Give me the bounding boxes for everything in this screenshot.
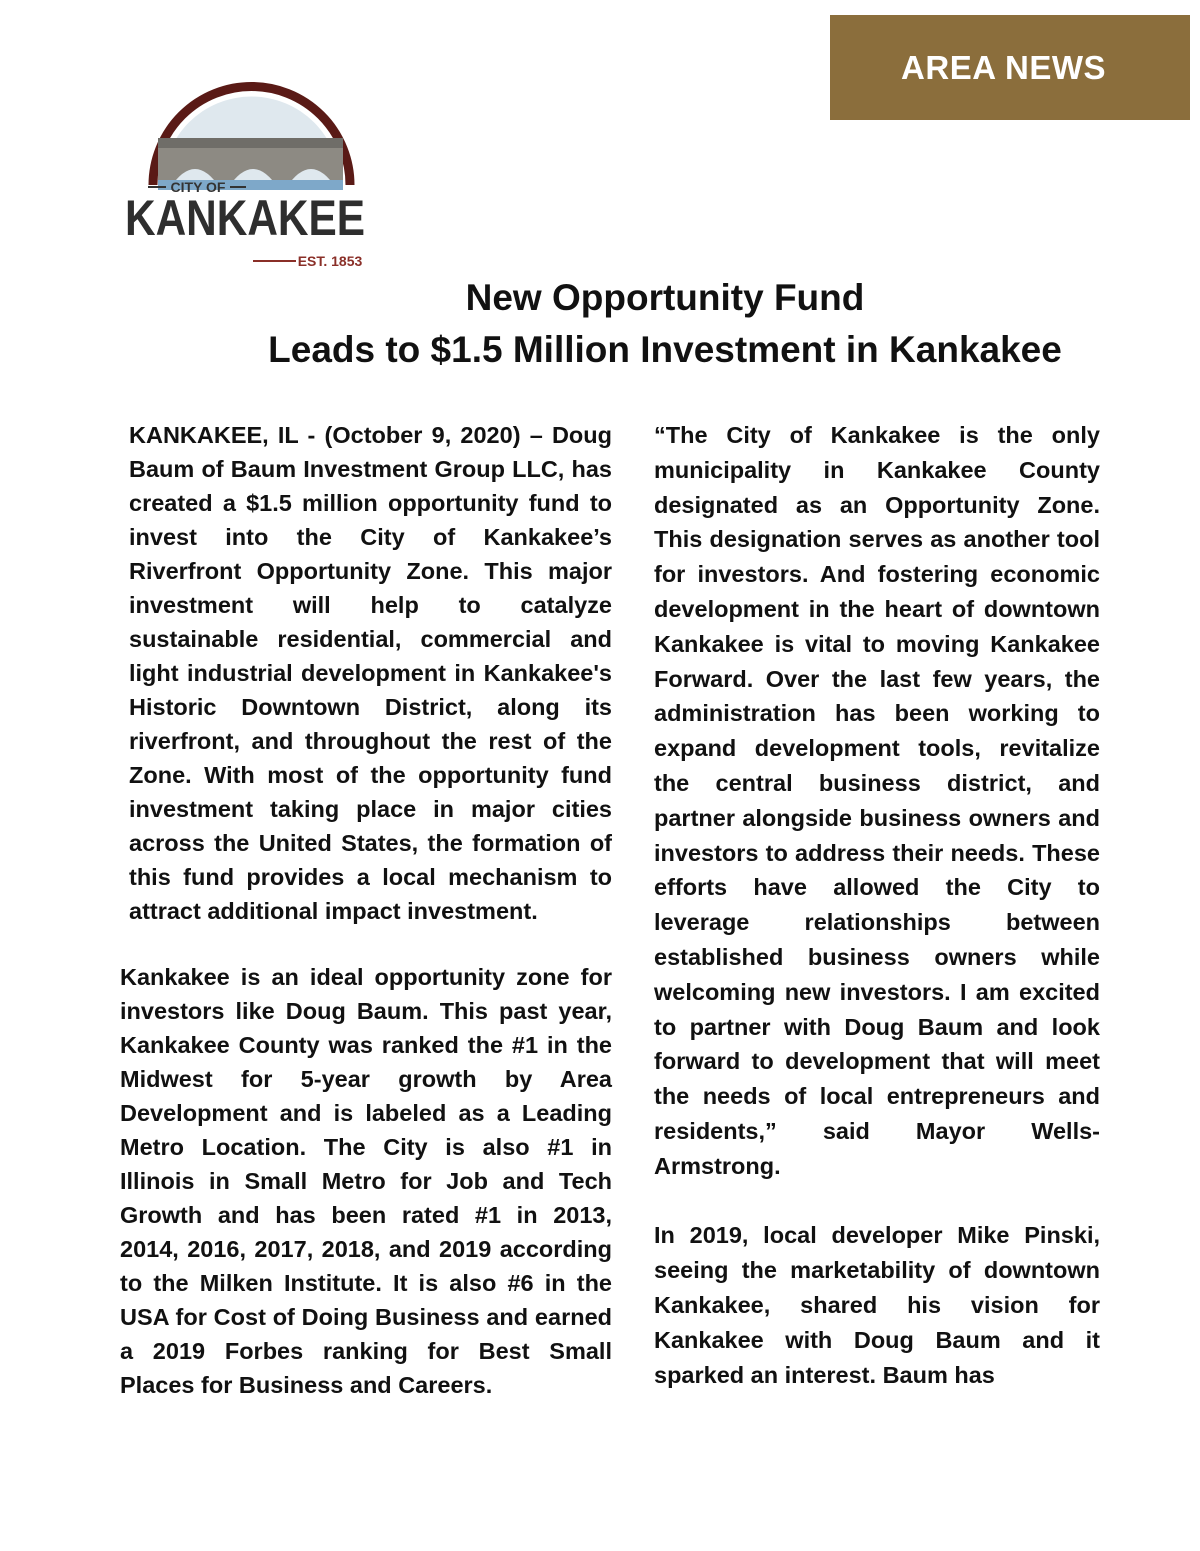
paragraph-2	[120, 960, 612, 1402]
area-news-banner	[830, 15, 1190, 120]
paragraph-3-text: “The City of Kankakee is the only municipality in Kankakee County designated as an Opportunity Zone. This designation serves as another tool for investors. And fostering economic development in the heart of downtown Kankakee is vital to moving Kankakee Forward. Over the last few years, the administration has been working to expand development tools, revitalize the central business district, and partner alongside business owners and investors to address their needs. These efforts have allowed the City to leverage relationships between established business owners while welcoming new investors. I am excited to partner with Doug Baum and look forward to development that will meet the needs of local entrepreneurs and residents,” said Mayor Wells-Armstrong.	[654, 422, 1100, 1179]
article-title	[200, 272, 1130, 376]
title-line1: New Opportunity Fund	[465, 277, 865, 318]
title-line2: Leads to $1.5 Million Investment in Kankakee	[268, 329, 1062, 370]
paragraph-4-text: In 2019, local developer Mike Pinski, seeing the marketability of downtown Kankakee, shared his vision for Kankakee with Doug Baum and it sparked an interest. Baum has	[654, 1222, 1100, 1388]
paragraph-1-text: KANKAKEE, IL - (October 9, 2020) – Doug Baum of Baum Investment Group LLC, has created a $1.5 million opportunity fund to invest into the City of Kankakee’s Riverfront Opportunity Zone. This major investment will help to catalyze sustainable residential, commercial and light industrial development in Kankakee's Historic Downtown District, along its riverfront, and throughout the rest of the Zone. With most of the opportunity fund investment taking place in major cities across the United States, the formation of this fund provides a local mechanism to attract additional impact investment.	[129, 422, 612, 924]
section-label: AREA NEWS	[901, 48, 1106, 86]
paragraph-3	[654, 418, 1100, 1184]
paragraph-4	[654, 1218, 1100, 1393]
paragraph-1	[129, 418, 612, 928]
paragraph-2-text: Kankakee is an ideal opportunity zone for investors like Doug Baum. This past year, Kankakee County was ranked the #1 in the Midwest for 5-year growth by Area Development and is labeled as a Leading Metro Location. The City is also #1 in Illinois in Small Metro for Job and Tech Growth and has been rated #1 in 2013, 2014, 2016, 2017, 2018, and 2019 according to the Milken Institute. It is also #6 in the USA for Cost of Doing Business and earned a 2019 Forbes ranking for Best Small Places for Business and Careers.	[120, 964, 612, 1398]
logo-line2: KANKAKEE	[125, 190, 365, 246]
logo-line3: EST. 1853	[297, 253, 363, 269]
city-of-kankakee-logo	[118, 80, 378, 275]
logo-line1: CITY OF	[170, 179, 226, 195]
